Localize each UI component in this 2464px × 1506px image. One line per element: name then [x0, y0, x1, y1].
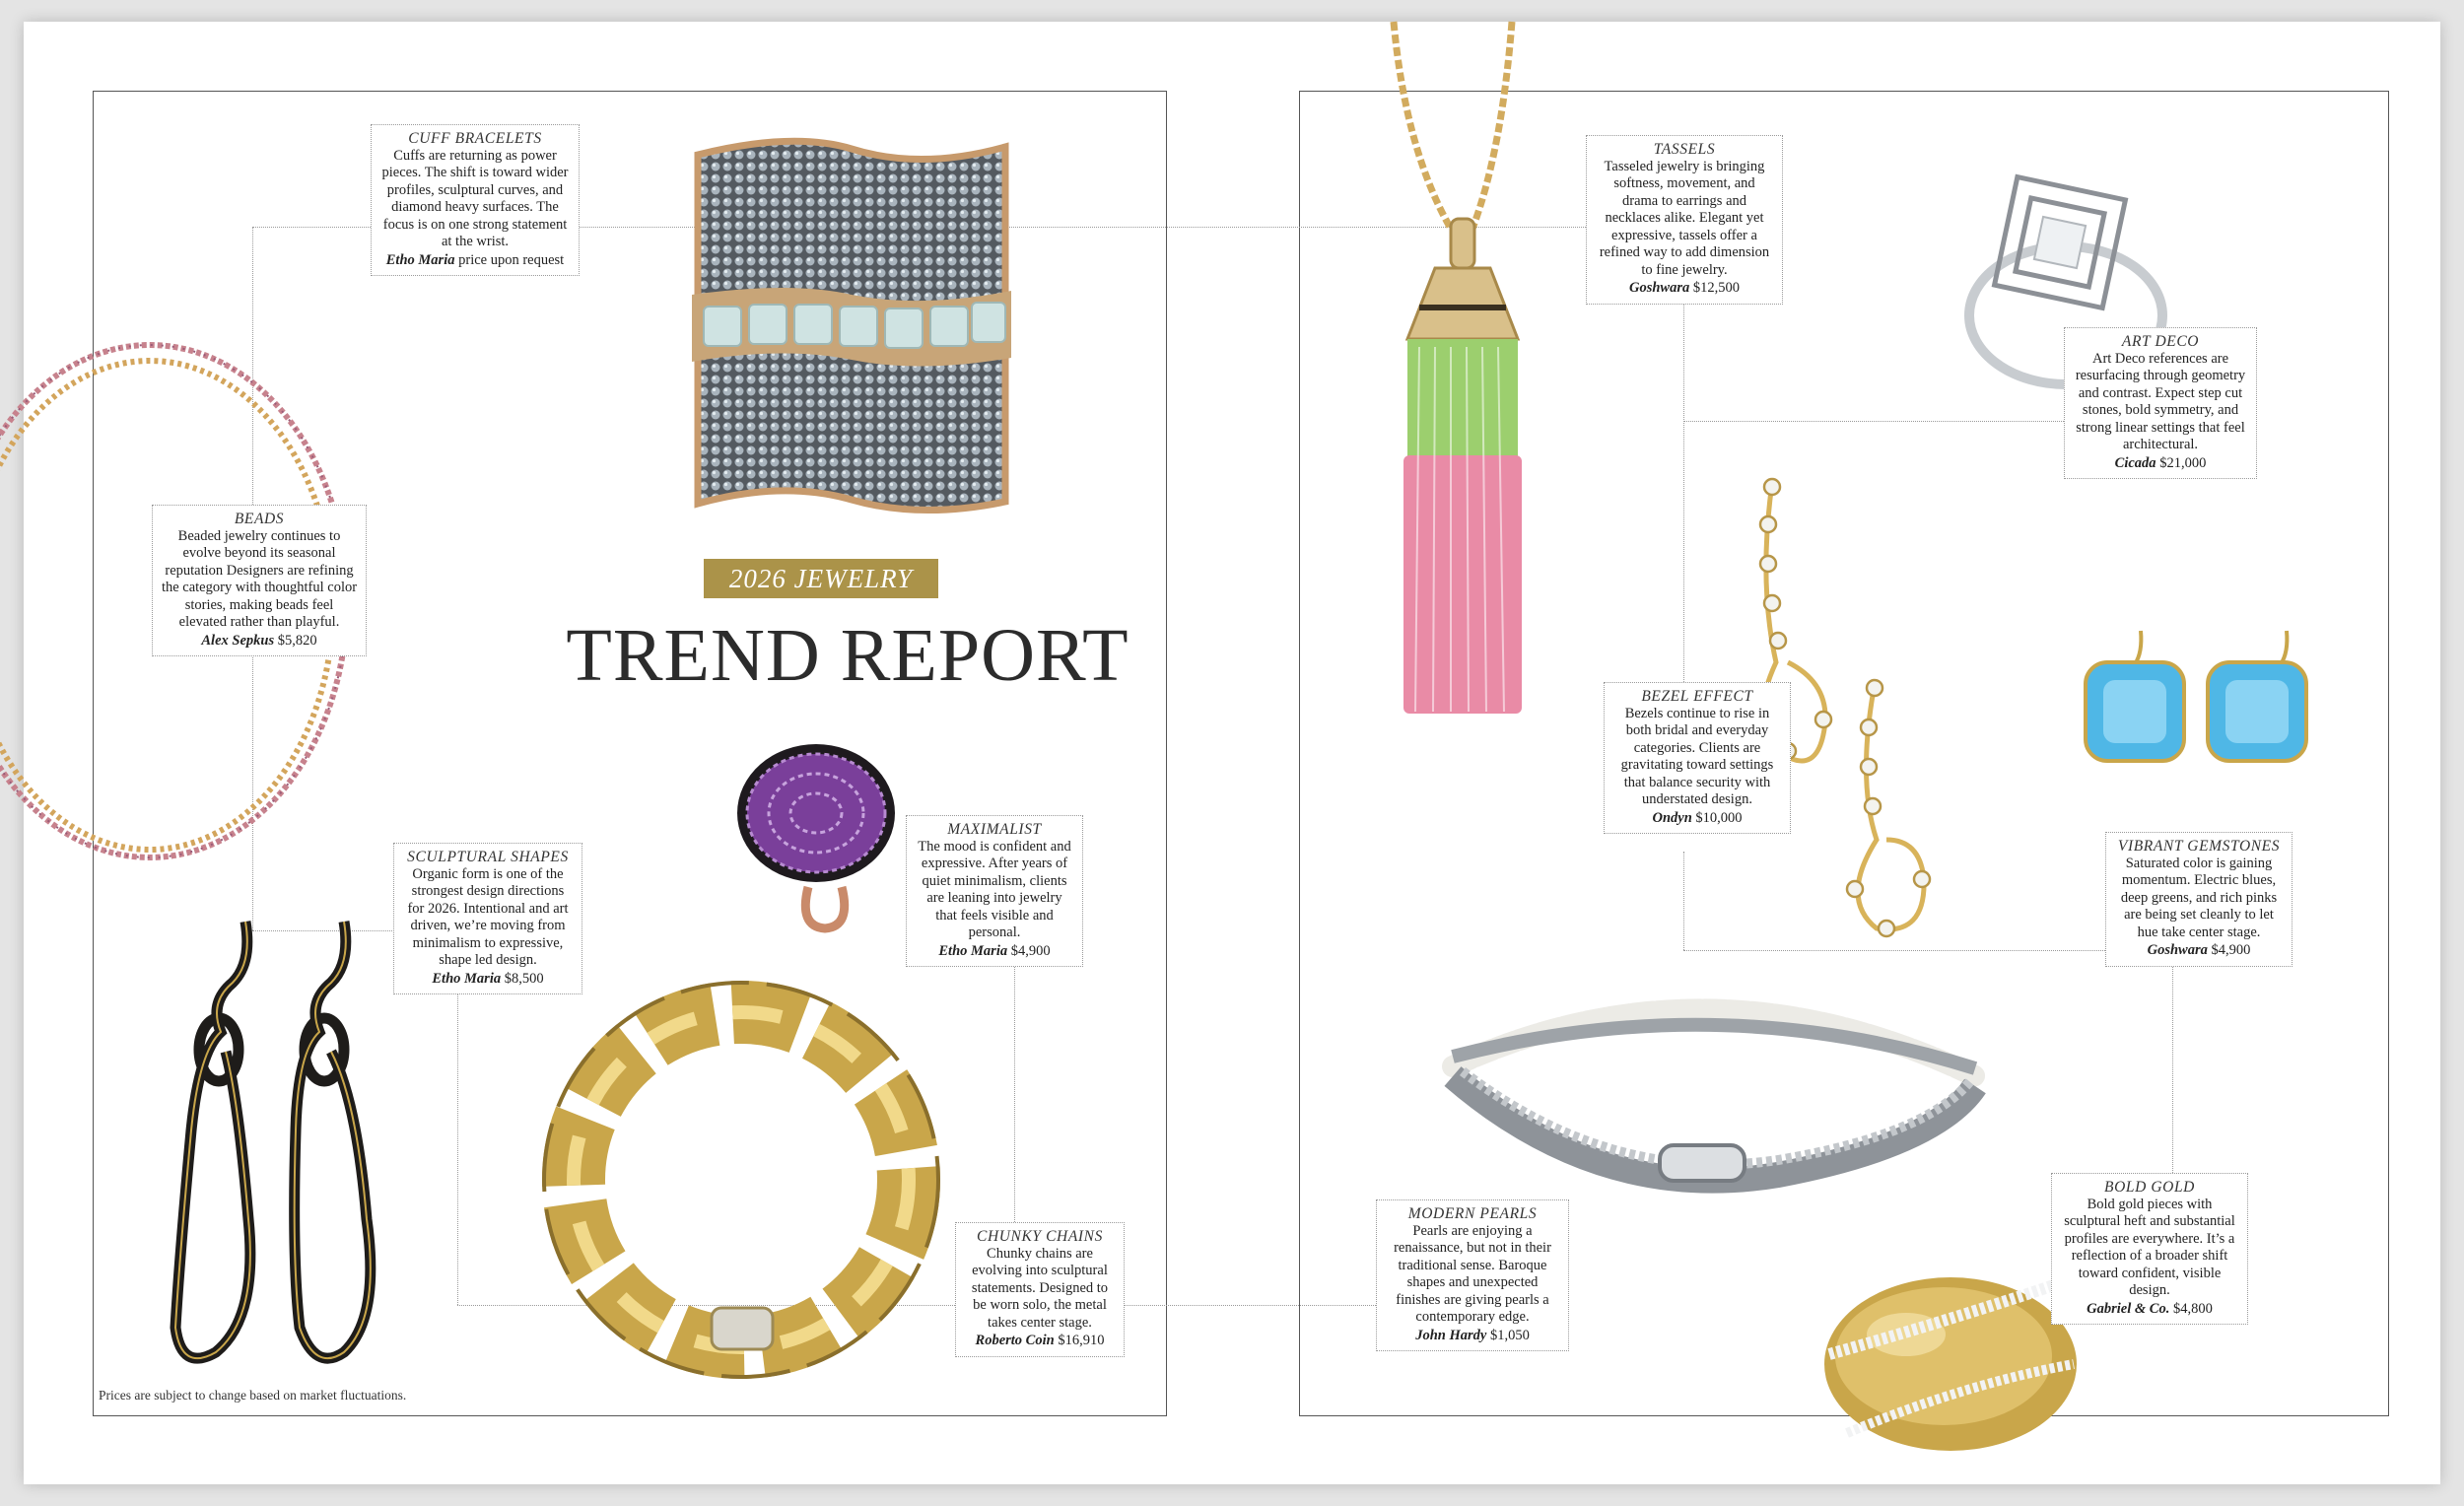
caption-brand: Ondyn — [1652, 809, 1692, 826]
caption-price: $12,500 — [1692, 280, 1740, 296]
caption-heading: VIBRANT GEMSTONES — [2117, 838, 2281, 855]
caption-brand: John Hardy — [1415, 1327, 1487, 1343]
caption-chunky-chains — [955, 1222, 1125, 1357]
caption-cuff-bracelets — [371, 124, 580, 276]
caption-brand: Cicada — [2114, 454, 2156, 471]
caption-heading: SCULPTURAL SHAPES — [407, 849, 569, 865]
caption-body: The mood is confident and expressive. After years of quiet minimalism, clients are leaning into jewelry that feels visible and personal. — [918, 838, 1071, 940]
tassel-pendant-image — [1364, 22, 1561, 731]
caption-body: Cuffs are returning as power pieces. The shift is toward wider profiles, sculptural curves, and diamond heavy surfaces. The focus is on one strong statement at the wrist. — [381, 147, 569, 249]
price-disclaimer: Prices are subject to change based on market fluctuations. — [99, 1388, 407, 1403]
caption-brand: Gabriel & Co. — [2087, 1300, 2170, 1317]
caption-price: $4,900 — [1010, 942, 1051, 959]
caption-price: $21,000 — [2159, 454, 2207, 471]
caption-heading: ART DECO — [2121, 333, 2200, 350]
caption-body: Art Deco references are resurfacing through geometry and contrast. Expect step cut stones, bold symmetry, and strong linear settings that feel architectural. — [2075, 350, 2246, 452]
magazine-spread — [24, 22, 2440, 1484]
caption-heading: CHUNKY CHAINS — [977, 1228, 1103, 1245]
caption-body: Bold gold pieces with sculptural heft and substantial profiles are everywhere. It’s a reflection of a broader shift toward confident, visible design. — [2064, 1196, 2235, 1298]
caption-body: Bezels continue to rise in both bridal and everyday categories. Clients are gravitating toward settings that balance security with understated design. — [1620, 705, 1774, 807]
caption-body: Beaded jewelry continues to evolve beyond its seasonal reputation Designers are refining the category with thoughtful color stories, making beads feel elevated rather than playful. — [161, 527, 358, 630]
caption-heading: MAXIMALIST — [947, 821, 1042, 838]
caption-heading: TASSELS — [1653, 141, 1716, 158]
chunky-chain-bracelet-image — [514, 948, 978, 1406]
caption-body: Saturated color is gaining momentum. Electric blues, deep greens, and rich pinks are being set cleanly to let hue take center stage. — [2120, 855, 2278, 940]
caption-price: $8,500 — [504, 970, 544, 987]
cuff-bracelet-image — [674, 125, 1029, 524]
caption-price: $16,910 — [1058, 1333, 1105, 1348]
caption-brand: Etho Maria — [938, 942, 1008, 959]
caption-bold-gold — [2051, 1173, 2248, 1325]
caption-brand: Alex Sepkus — [201, 632, 275, 649]
caption-heading: CUFF BRACELETS — [408, 130, 542, 147]
caption-body: Tasseled jewelry is bringing softness, movement, and drama to earrings and necklaces alike. Elegant yet expressive, tassels offer a refined way to add dimension to fine jewelry. — [1599, 158, 1770, 278]
caption-body: Chunky chains are evolving into sculptural statements. Designed to be worn solo, the metal takes center stage. — [971, 1245, 1109, 1331]
caption-modern-pearls — [1376, 1199, 1569, 1351]
caption-beads — [152, 505, 367, 656]
caption-tassels — [1586, 135, 1783, 305]
caption-brand: Roberto Coin — [975, 1333, 1055, 1348]
caption-price: $1,050 — [1489, 1327, 1530, 1343]
caption-art-deco — [2064, 327, 2257, 479]
sculptural-earrings-image — [122, 904, 418, 1387]
caption-body: Pearls are enjoying a renaissance, but not in their traditional sense. Baroque shapes and unexpected finishes are giving pearls a contemporary edge. — [1394, 1222, 1551, 1325]
blue-topaz-earrings-image — [2064, 623, 2310, 771]
caption-heading: MODERN PEARLS — [1407, 1205, 1538, 1222]
page-title: TREND REPORT — [566, 614, 1129, 697]
caption-price: $5,820 — [277, 632, 317, 649]
caption-vibrant-gemstones — [2105, 832, 2293, 967]
caption-price: $10,000 — [1695, 809, 1743, 826]
caption-price: $4,800 — [2172, 1300, 2213, 1317]
caption-bezel-effect — [1604, 682, 1791, 834]
year-badge: 2026 JEWELRY — [704, 559, 938, 598]
bold-gold-ring-image — [1817, 1266, 2084, 1463]
caption-brand: Etho Maria — [432, 970, 502, 987]
caption-sculptural-shapes — [393, 843, 582, 994]
caption-brand: Goshwara — [2147, 942, 2208, 958]
caption-price: $4,900 — [2211, 942, 2251, 958]
amethyst-ring-image — [731, 739, 899, 936]
caption-maximalist — [906, 815, 1083, 967]
pearl-wrap-bracelet-image — [1423, 978, 1995, 1224]
caption-heading: BEADS — [234, 511, 285, 527]
caption-brand: Etho Maria — [385, 251, 455, 268]
caption-price: price upon request — [458, 251, 565, 268]
caption-heading: BOLD GOLD — [2104, 1179, 2195, 1196]
caption-heading: BEZEL EFFECT — [1641, 688, 1753, 705]
caption-brand: Goshwara — [1629, 280, 1690, 296]
caption-body: Organic form is one of the strongest design directions for 2026. Intentional and art driven, we’re moving from minimalism to expressive, shape led design. — [407, 865, 569, 968]
